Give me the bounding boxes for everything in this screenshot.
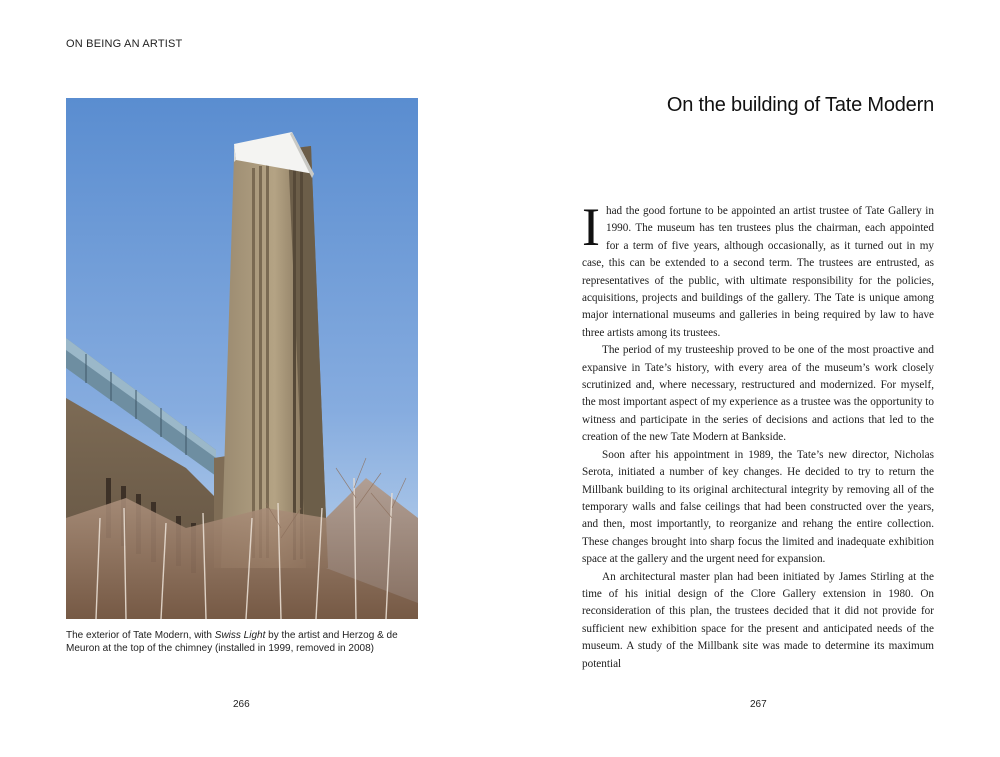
page-number-left: 266 (233, 699, 250, 710)
body-text (582, 197, 934, 673)
page-number-right: 267 (750, 699, 767, 710)
paragraph-4: An architectural master plan had been initiated by James Stirling at the time of his initial design of the Clore Gallery extension in 1980. On reconsideration of this plan, the trustees decided that it did not provide for sufficient new exhibition space for the present and anticipated needs of the museum. A study of the Millbank site was made to determine its maximum potential (582, 570, 934, 670)
running-head: ON BEING AN ARTIST (66, 38, 183, 50)
paragraph-1-text: had the good fortune to be appointed an artist trustee of Tate Gallery in 1990. The museum has ten trustees plus the chairman, each appointed for a term of five years, although occasionally, as it turned out in my case, this can be extended to a second term. The trustees are entrusted, as representatives of the public, with ultimate responsibility for the policies, acquisitions, projects and buildings of the gallery. The Tate is unique among major international museums and galleries in being required by law to have three artists among its trustees. (582, 205, 934, 339)
drop-cap: I (582, 197, 600, 257)
photo-caption (66, 629, 418, 655)
paragraph-1 (582, 197, 934, 342)
paragraph-3: Soon after his appointment in 1989, the Tate’s new director, Nicholas Serota, initiated a number of key changes. He decided to try to return the Millbank building to its original architectural integrity by removing all of the temporary walls and false ceilings that had been constructed over the years, and then, most importantly, to reorganize and rehang the entire collection. These changes brought into sharp focus the limited and inadequate exhibition space at the gallery and the urgent need for expansion. (582, 448, 934, 566)
caption-artwork-title: Swiss Light (214, 630, 266, 641)
caption-text-end: by the artist and Herzog & de Meuron at the top of the chimney (installed in 1999, removed in 2008) (66, 630, 398, 654)
caption-text-start: The exterior of Tate Modern, with (66, 630, 215, 641)
right-page (500, 0, 1000, 757)
chapter-title: On the building of Tate Modern (666, 94, 934, 116)
tate-modern-photo (66, 98, 418, 619)
paragraph-2: The period of my trusteeship proved to be one of the most proactive and expansive in Tate’s history, with every area of the museum’s work closely scrutinized and, where necessary, restructured and modernized. For myself, the most important aspect of my experience as a trustee was the opportunity to witness and participate in the series of decisions and actions that led to the creation of the new Tate Modern at Bankside. (582, 344, 934, 444)
